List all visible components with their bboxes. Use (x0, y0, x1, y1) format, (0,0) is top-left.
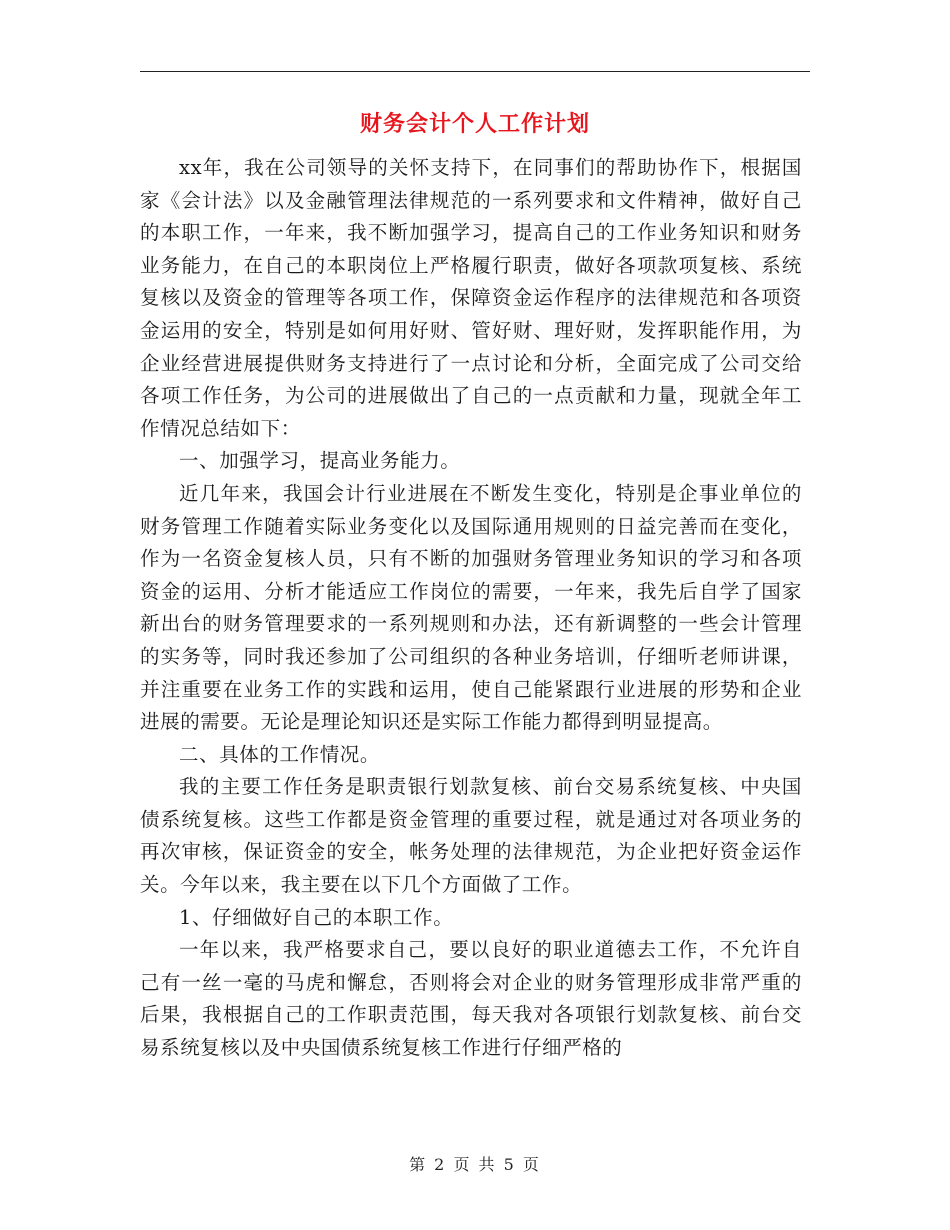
paragraph-main-tasks: 我的主要工作任务是职责银行划款复核、前台交易系统复核、中央国债系统复核。这些工作都是资金管理的重要过程，就是通过对各项业务的再次审核，保证资金的安全，帐务处理的法律规范，为企业把好资金运作关。今年以来，我主要在以下几个方面做了工作。 (140, 775, 802, 897)
section-heading-1: 一、加强学习，提高业务能力。 (179, 449, 461, 473)
paragraph-duties: 一年以来，我严格要求自己，要以良好的职业道德去工作，不允许自己有一丝一毫的马虎和懈怠，否则将会对企业的财务管理形成非常严重的后果，我根据自己的工作职责范围，每天我对各项银行划款复核、前台交易系统复核以及中央国债系统复核工作进行仔细严格的 (140, 938, 802, 1060)
paragraph-intro: xx年，我在公司领导的关怀支持下，在同事们的帮助协作下，根据国家《会计法》以及金融管理法律规范的一系列要求和文件精神，做好自己的本职工作，一年来，我不断加强学习，提高自己的工作业务知识和财务业务能力，在自己的本职岗位上严格履行职责，做好各项款项复核、系统复核以及资金的管理等各项工作，保障资金运作程序的法律规范和各项资金运用的安全，特别是如何用好财、管好财、理好财，发挥职能作用，为企业经营进展提供财务支持进行了一点讨论和分析，全面完成了公司交给各项工作任务，为公司的进展做出了自己的一点贡献和力量，现就全年工作情况总结如下： (140, 156, 802, 440)
section-heading-2: 二、具体的工作情况。 (179, 742, 381, 766)
header-rule (140, 71, 810, 72)
page-number: 第 2 页 共 5 页 (409, 1155, 541, 1174)
document-title: 财务会计个人工作计划 (359, 112, 590, 137)
paragraph-learning: 近几年来，我国会计行业进展在不断发生变化，特别是企事业单位的财务管理工作随着实际业务变化以及国际通用规则的日益完善而在变化，作为一名资金复核人员，只有不断的加强财务管理业务知识的学习和各项资金的运用、分析才能适应工作岗位的需要，一年来，我先后自学了国家新出台的财务管理要求的一系列规则和办法，还有新调整的一些会计管理的实务等，同时我还参加了公司组织的各种业务培训，仔细听老师讲课，并注重要在业务工作的实践和运用，使自己能紧跟行业进展的形势和企业进展的需要。无论是理论知识还是实际工作能力都得到明显提高。 (140, 481, 802, 734)
document-body (140, 152, 802, 1065)
subsection-heading-1: 1、仔细做好自己的本职工作。 (179, 905, 454, 929)
